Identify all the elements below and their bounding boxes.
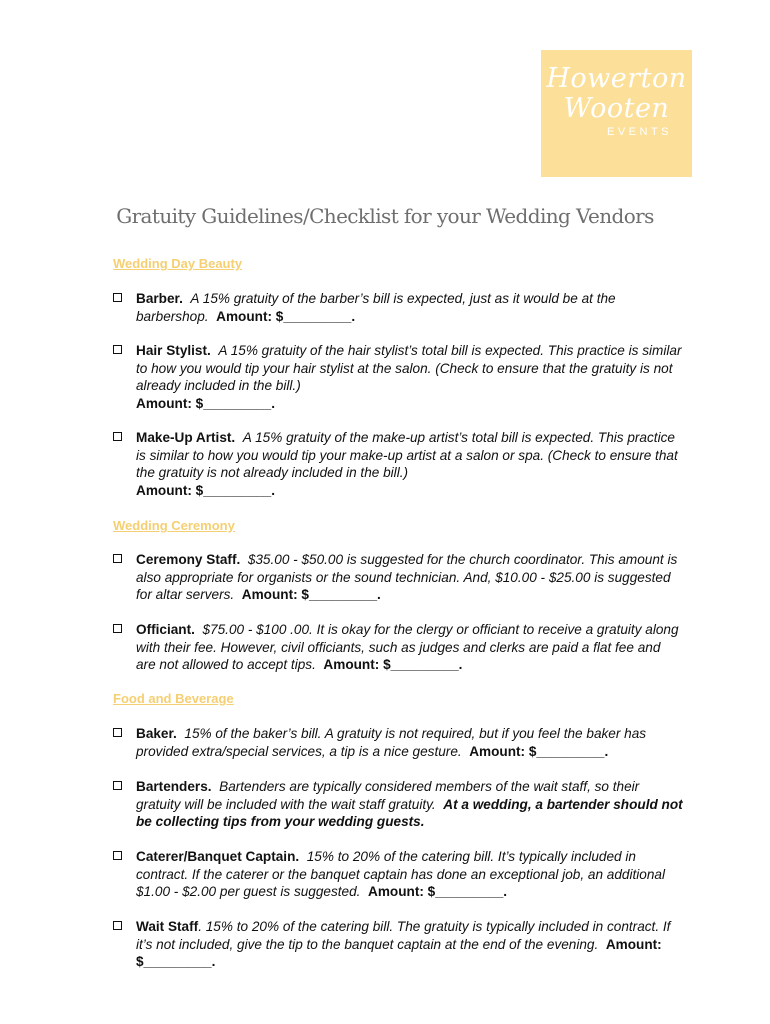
- checklist-item-baker: [113, 725, 683, 760]
- checklist-item-officiant: [113, 621, 683, 674]
- checklist-item-makeup-artist: [113, 429, 683, 499]
- item-amount: Amount: $_________.: [136, 936, 662, 969]
- item-name: Ceremony Staff.: [136, 552, 241, 567]
- checklist-item-ceremony-staff: [113, 551, 683, 604]
- item-emphasis: At a wedding, a bartender should not be collecting tips from your wedding guests.: [136, 796, 683, 829]
- logo-line-3: EVENTS: [606, 126, 672, 138]
- item-description: A 15% gratuity of the barber’s bill is expected, just as it would be at the barbershop.: [136, 291, 616, 324]
- item-name: Hair Stylist.: [136, 343, 211, 358]
- checkbox[interactable]: [113, 781, 122, 790]
- item-description: 15% to 20% of the catering bill. It’s typically included in contract. If the caterer or the banquet captain has done an exceptional job, an additional $1.00 - $2.00 per guest is suggested.: [136, 849, 666, 899]
- item-text: [136, 918, 683, 971]
- item-name: Officiant.: [136, 622, 195, 637]
- item-description: $75.00 - $100 .00. It is okay for the clergy or officiant to receive a gratuity along with their fee. However, civil officiants, such as judges and clerks are paid a flat fee and are not allowed to accept tips.: [136, 622, 679, 672]
- item-description: 15% of the baker’s bill. A gratuity is not required, but if you feel the baker has provided extra/special services, a tip is a nice gesture.: [136, 726, 647, 759]
- item-name: Wait Staff: [136, 919, 199, 934]
- checklist-item-barber: [113, 290, 683, 325]
- item-name: Make-Up Artist.: [136, 430, 236, 445]
- item-description: . 15% to 20% of the catering bill. The gratuity is typically included in contract. If it’s not included, give the tip to the banquet captain at the end of the evening.: [136, 919, 671, 952]
- checkbox[interactable]: [113, 345, 122, 354]
- item-description: A 15% gratuity of the hair stylist’s total bill is expected. This practice is similar to how you would tip your hair stylist at the salon. (Check to ensure that the gratuity is not already included in the bill.): [136, 343, 682, 393]
- item-amount: Amount: $_________.: [216, 308, 356, 324]
- checklist-item-wait-staff: [113, 918, 683, 971]
- item-text: [136, 429, 683, 499]
- page-title: Gratuity Guidelines/Checklist for your Wedding Vendors: [116, 204, 654, 228]
- item-text: [136, 342, 683, 412]
- checklist-item-caterer: [113, 848, 683, 901]
- item-name: Baker.: [136, 726, 177, 741]
- item-text: [136, 725, 683, 760]
- checkbox[interactable]: [113, 432, 122, 441]
- item-name: Barber.: [136, 291, 183, 306]
- item-text: [136, 551, 683, 604]
- checkbox[interactable]: [113, 624, 122, 633]
- logo-line-2: Wooten: [563, 93, 670, 124]
- item-text: [136, 848, 683, 901]
- item-text: [136, 778, 683, 831]
- company-logo: [541, 50, 692, 177]
- item-amount: Amount: $_________.: [241, 587, 381, 602]
- checklist-item-bartenders: [113, 778, 683, 831]
- checkbox[interactable]: [113, 728, 122, 737]
- item-description: Bartenders are typically considered members of the wait staff, so their gratuity will be included with the wait staff gratuity.: [136, 779, 640, 812]
- section-heading-beauty: Wedding Day Beauty: [113, 256, 243, 271]
- item-name: Caterer/Banquet Captain.: [136, 849, 300, 864]
- item-amount: Amount: $_________.: [368, 884, 508, 899]
- item-amount: Amount: $_________.: [136, 482, 276, 498]
- checkbox[interactable]: [113, 851, 122, 860]
- checkbox[interactable]: [113, 921, 122, 930]
- checkbox[interactable]: [113, 554, 122, 563]
- item-amount: Amount: $_________.: [323, 657, 463, 672]
- item-text: [136, 290, 683, 325]
- section-heading-food: Food and Beverage: [113, 691, 234, 706]
- checkbox[interactable]: [113, 293, 122, 302]
- item-amount: Amount: $_________.: [469, 743, 609, 759]
- checklist-item-hair-stylist: [113, 342, 683, 412]
- section-heading-ceremony: Wedding Ceremony: [113, 518, 235, 533]
- item-description: A 15% gratuity of the make-up artist’s total bill is expected. This practice is similar to how you would tip your make-up artist at a salon or spa. (Check to ensure that the gratuity is not already included in the bill.): [136, 430, 678, 480]
- logo-line-1: Howerton: [546, 63, 687, 94]
- item-name: Bartenders.: [136, 779, 212, 794]
- item-text: [136, 621, 683, 674]
- item-amount: Amount: $_________.: [136, 395, 276, 411]
- item-description: $35.00 - $50.00 is suggested for the church coordinator. This amount is also appropriate for organists or the sound technician. And, $10.00 - $25.00 is suggested for altar servers.: [136, 552, 678, 602]
